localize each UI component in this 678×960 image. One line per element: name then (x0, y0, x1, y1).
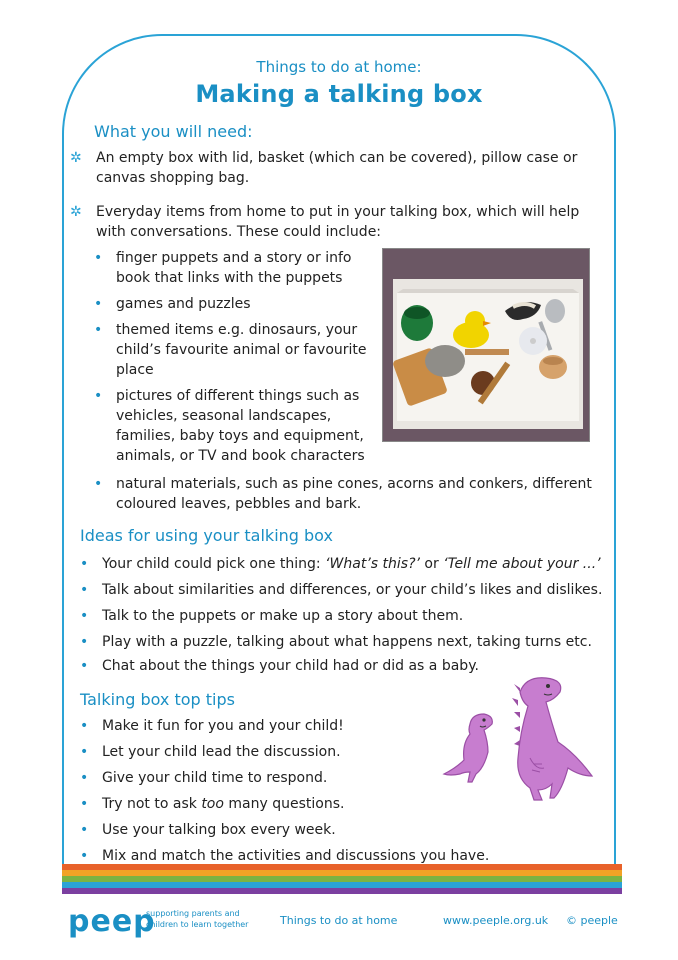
list-item: • Talk about similarities and differences, or your child’s likes and dislikes. (80, 582, 603, 598)
need-item: ✲ Everyday items from home to put in your talking box, which will help with conversations. These could include: (70, 204, 580, 240)
need-heading: What you will need: (94, 122, 253, 141)
bullet-icon: • (80, 744, 89, 760)
bullet-icon: • (94, 476, 103, 492)
list-item: • natural materials, such as pine cones, acorns and conkers, different coloured leaves, pebbles and bark. (94, 476, 592, 512)
list-item: • games and puzzles (94, 296, 251, 312)
bullet-icon: • (80, 658, 89, 674)
list-item: • Mix and match the activities and discussions you have. (80, 848, 490, 864)
list-item: • themed items e.g. dinosaurs, your child’s favourite animal or favourite place (94, 322, 367, 378)
list-item: • Give your child time to respond. (80, 770, 328, 786)
bullet-icon: • (94, 388, 103, 404)
list-item: • Make it fun for you and your child! (80, 718, 344, 734)
bullet-icon: • (80, 556, 89, 572)
talking-box-photo (382, 248, 590, 442)
sparkle-icon: ✲ (70, 150, 82, 166)
list-item: • Let your child lead the discussion. (80, 744, 341, 760)
list-item: • finger puppets and a story or info book that links with the puppets (94, 250, 352, 286)
ideas-heading: Ideas for using your talking box (80, 526, 333, 545)
list-item: • Use your talking box every week. (80, 822, 336, 838)
logo-tagline: supporting parents and children to learn together (146, 909, 249, 929)
tips-heading: Talking box top tips (80, 690, 235, 709)
peep-logo: peep (68, 904, 156, 939)
list-item: • Play with a puzzle, talking about what happens next, taking turns etc. (80, 634, 592, 650)
footer-url: www.peeple.org.uk (443, 914, 549, 927)
stripe (62, 888, 622, 894)
dinosaur-illustration (442, 672, 602, 808)
bullet-icon: • (94, 296, 103, 312)
need-item: ✲ An empty box with lid, basket (which can be covered), pillow case or canvas shopping bag. (70, 150, 578, 186)
footer-stripes (62, 864, 622, 894)
bullet-icon: • (94, 250, 103, 266)
list-item: • Your child could pick one thing: ‘What’s this?’ or ‘Tell me about your ...’ (80, 556, 601, 572)
bullet-icon: • (80, 770, 89, 786)
bullet-icon: • (80, 634, 89, 650)
footer-copyright: © peeple (566, 914, 618, 927)
list-item: • Chat about the things your child had or did as a baby. (80, 658, 479, 674)
list-item: • pictures of different things such as vehicles, seasonal landscapes, families, baby toys and equipment, animals, or TV and book characters (94, 388, 365, 464)
footer-section: Things to do at home (280, 914, 398, 927)
bullet-icon: • (80, 608, 89, 624)
page-kicker: Things to do at home: (256, 58, 422, 76)
page-title: Making a talking box (195, 80, 483, 108)
bullet-icon: • (80, 582, 89, 598)
list-item: • Talk to the puppets or make up a story about them. (80, 608, 464, 624)
bullet-icon: • (80, 822, 89, 838)
sparkle-icon: ✲ (70, 204, 82, 220)
bullet-icon: • (94, 322, 103, 338)
list-item: • Try not to ask too many questions. (80, 796, 345, 812)
bullet-icon: • (80, 796, 89, 812)
bullet-icon: • (80, 718, 89, 734)
bullet-icon: • (80, 848, 89, 864)
